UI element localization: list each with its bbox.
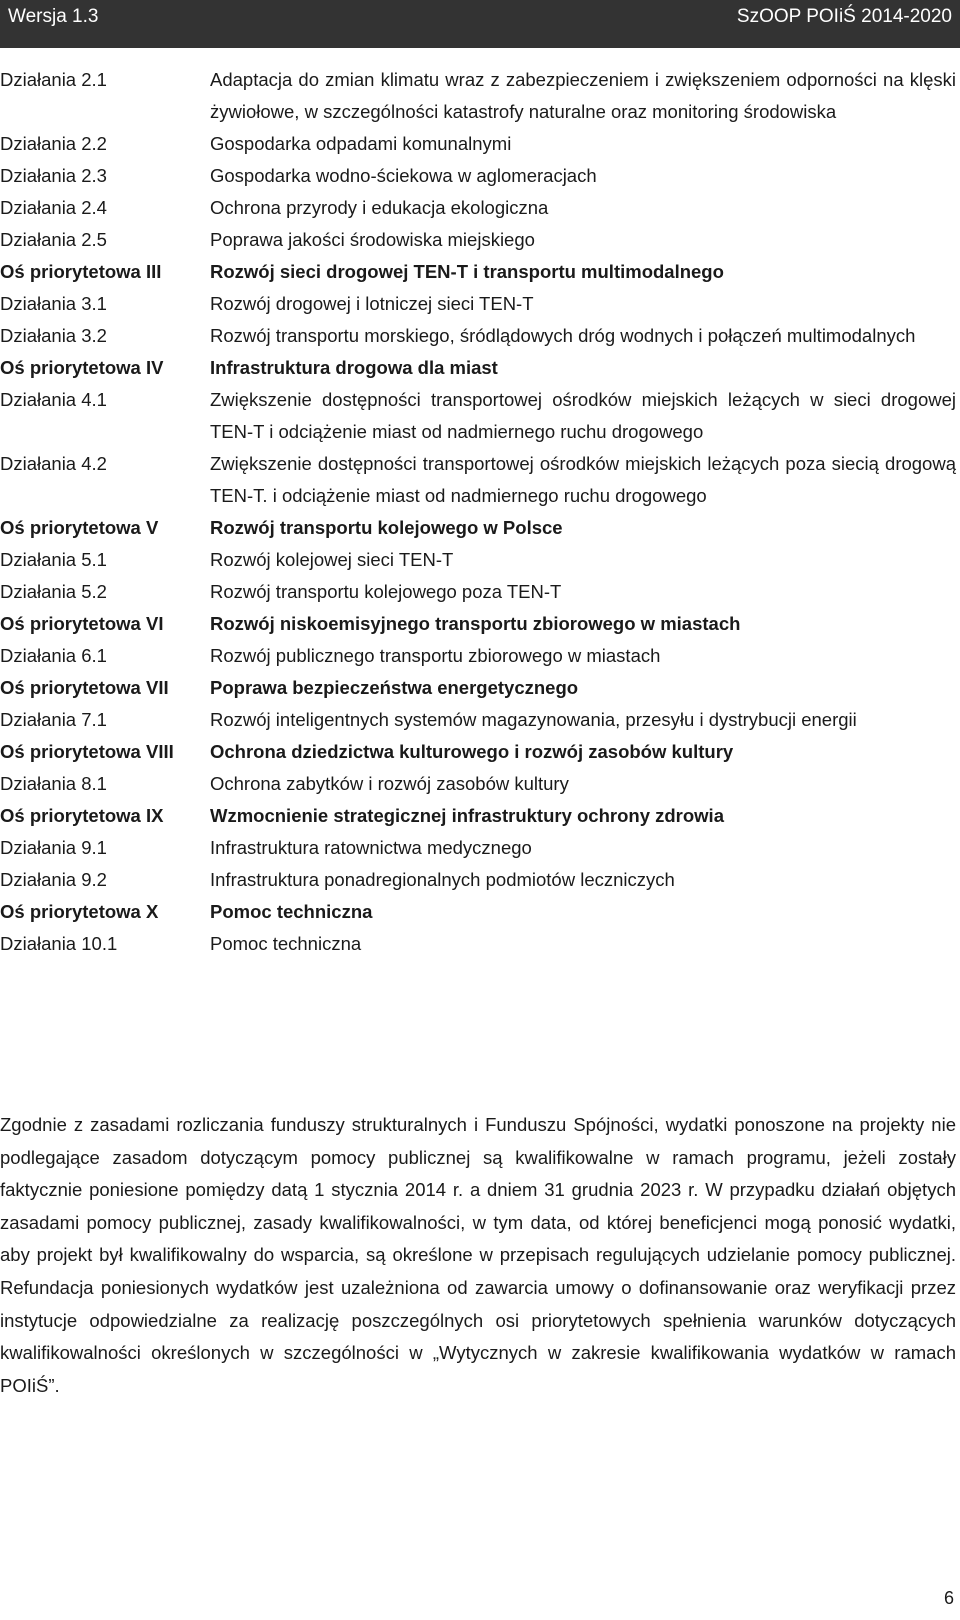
action-title: Zwiększenie dostępności transportowej ośrodków miejskich leżących w sieci drogowej TEN-T i odciążenie miast od nadmiernego ruchu drogowego <box>210 389 956 442</box>
priority-axis-label: Oś priorytetowa III <box>0 261 162 282</box>
priority-axis-row <box>0 512 960 544</box>
priority-axis-row <box>0 736 960 768</box>
action-label: Działania 3.2 <box>0 325 107 346</box>
action-row <box>0 224 960 256</box>
document-title: SzOOP POIiŚ 2014-2020 <box>736 6 952 27</box>
eligibility-paragraph: Zgodnie z zasadami rozliczania funduszy strukturalnych i Funduszu Spójności, wydatki ponoszone na projekty nie podlegające zasadom dotyczącym pomocy publicznej są kwalifikowalne w ramach programu, jeżeli zostały faktycznie poniesione pomiędzy datą 1 stycznia 2014 r. a dniem 31 grudnia 2023 r. W przypadku działań objętych zasadami pomocy publicznej, zasady kwalifikowalności, w tym data, od której beneficjenci mogą ponosić wydatki, aby projekt był kwalifikowalny do wsparcia, są określone w przepisach regulujących udzielanie pomocy publicznej. Refundacja poniesionych wydatków jest uzależniona od zawarcia umowy o dofinansowanie oraz weryfikacji przez instytucje odpowiedzialne za realizację poszczególnych osi priorytetowych spełnienia warunków dotyczących kwalifikowalności określonych w szczególności w „Wytycznych w zakresie kwalifikowania wydatków w ramach POIiŚ”. <box>0 1114 956 1396</box>
action-label: Działania 2.4 <box>0 197 107 218</box>
priority-axis-row <box>0 352 960 384</box>
action-title: Rozwój kolejowej sieci TEN-T <box>210 549 454 570</box>
priority-axis-title: Rozwój sieci drogowej TEN-T i transportu multimodalnego <box>210 261 724 282</box>
action-row <box>0 64 960 128</box>
action-label: Działania 2.3 <box>0 165 107 186</box>
action-title: Poprawa jakości środowiska miejskiego <box>210 229 535 250</box>
priority-axis-label: Oś priorytetowa IX <box>0 805 164 826</box>
action-title: Gospodarka wodno-ściekowa w aglomeracjach <box>210 165 597 186</box>
priority-axis-title: Pomoc techniczna <box>210 901 373 922</box>
action-label: Działania 4.2 <box>0 453 107 474</box>
priority-axis-label: Oś priorytetowa IV <box>0 357 164 378</box>
priority-axis-title: Wzmocnienie strategicznej infrastruktury ochrony zdrowia <box>210 805 724 826</box>
action-row <box>0 704 960 736</box>
priority-axis-row <box>0 672 960 704</box>
page-number: 6 <box>943 1588 954 1608</box>
priority-axis-label: Oś priorytetowa VII <box>0 677 169 698</box>
priority-axis-title: Poprawa bezpieczeństwa energetycznego <box>210 677 579 698</box>
action-title: Rozwój transportu morskiego, śródlądowych dróg wodnych i połączeń multimodalnych <box>210 325 916 346</box>
action-label: Działania 2.5 <box>0 229 107 250</box>
action-row <box>0 384 960 448</box>
action-title: Infrastruktura ratownictwa medycznego <box>210 837 532 858</box>
action-label: Działania 2.2 <box>0 133 107 154</box>
action-row <box>0 576 960 608</box>
priority-axis-title: Ochrona dziedzictwa kulturowego i rozwój zasobów kultury <box>210 741 734 762</box>
action-title: Ochrona przyrody i edukacja ekologiczna <box>210 197 549 218</box>
action-row <box>0 288 960 320</box>
action-title: Infrastruktura ponadregionalnych podmiotów leczniczych <box>210 869 675 890</box>
priority-axis-title: Rozwój niskoemisyjnego transportu zbiorowego w miastach <box>210 613 741 634</box>
document-version: Wersja 1.3 <box>8 6 99 27</box>
action-title: Rozwój inteligentnych systemów magazynowania, przesyłu i dystrybucji energii <box>210 709 857 730</box>
action-label: Działania 8.1 <box>0 773 107 794</box>
action-label: Działania 10.1 <box>0 933 118 954</box>
action-label: Działania 2.1 <box>0 69 107 90</box>
action-row <box>0 192 960 224</box>
priority-axis-title: Infrastruktura drogowa dla miast <box>210 357 498 378</box>
action-row <box>0 320 960 352</box>
action-title: Zwiększenie dostępności transportowej ośrodków miejskich leżących poza siecią drogową TEN-T. i odciążenie miast od nadmiernego ruchu drogowego <box>210 453 956 506</box>
action-label: Działania 4.1 <box>0 389 107 410</box>
action-row <box>0 928 960 960</box>
action-title: Rozwój transportu kolejowego poza TEN-T <box>210 581 562 602</box>
action-title: Pomoc techniczna <box>210 933 362 954</box>
action-list <box>0 64 960 960</box>
action-row <box>0 128 960 160</box>
action-row <box>0 160 960 192</box>
action-label: Działania 3.1 <box>0 293 107 314</box>
action-label: Działania 9.2 <box>0 869 107 890</box>
page-header <box>0 0 960 48</box>
action-row <box>0 448 960 512</box>
action-label: Działania 5.2 <box>0 581 107 602</box>
action-title: Gospodarka odpadami komunalnymi <box>210 133 512 154</box>
action-row <box>0 768 960 800</box>
action-label: Działania 7.1 <box>0 709 107 730</box>
priority-axis-label: Oś priorytetowa V <box>0 517 159 538</box>
priority-axis-title: Rozwój transportu kolejowego w Polsce <box>210 517 563 538</box>
action-row <box>0 640 960 672</box>
action-title: Rozwój drogowej i lotniczej sieci TEN-T <box>210 293 534 314</box>
priority-axis-row <box>0 256 960 288</box>
action-label: Działania 6.1 <box>0 645 107 666</box>
priority-axis-row <box>0 608 960 640</box>
action-row <box>0 864 960 896</box>
priority-axis-label: Oś priorytetowa VI <box>0 613 164 634</box>
action-row <box>0 544 960 576</box>
action-label: Działania 5.1 <box>0 549 107 570</box>
action-row <box>0 832 960 864</box>
priority-axis-label: Oś priorytetowa X <box>0 901 159 922</box>
priority-axis-label: Oś priorytetowa VIII <box>0 741 174 762</box>
priority-axis-row <box>0 800 960 832</box>
action-title: Rozwój publicznego transportu zbiorowego w miastach <box>210 645 661 666</box>
action-title: Ochrona zabytków i rozwój zasobów kultury <box>210 773 569 794</box>
priority-axis-row <box>0 896 960 928</box>
action-label: Działania 9.1 <box>0 837 107 858</box>
action-title: Adaptacja do zmian klimatu wraz z zabezpieczeniem i zwiększeniem odporności na klęski żywiołowe, w szczególności katastrofy naturalne oraz monitoring środowiska <box>210 69 956 122</box>
